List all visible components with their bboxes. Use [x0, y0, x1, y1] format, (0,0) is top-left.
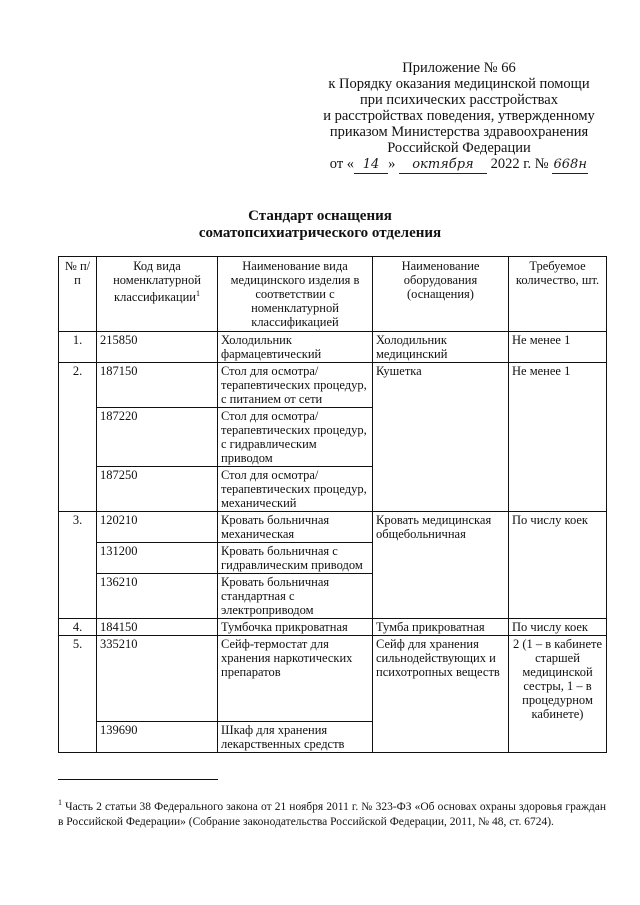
appendix-line: и расстройствах поведения, утвержденному: [323, 108, 595, 124]
row-code: 187250: [97, 467, 218, 512]
row-equipment: Кушетка: [373, 363, 509, 512]
header-code: [97, 257, 218, 332]
row-num: 2.: [59, 363, 97, 512]
row-code: 215850: [97, 332, 218, 363]
date-year: 2022 г. №: [490, 156, 549, 172]
appendix-line: Российской Федерации: [387, 140, 531, 156]
row-device-name: Тумбочка прикроватная: [218, 619, 373, 636]
footnote-divider: [58, 779, 218, 780]
row-num: 4.: [59, 619, 97, 636]
row-qty: По числу коек: [509, 619, 607, 636]
header-code-text: Код вида номенклатурной классификации: [113, 259, 201, 305]
header-num: № п/п: [59, 257, 97, 332]
table-row: [59, 636, 607, 722]
date-day: 14: [354, 157, 388, 174]
footnote-text: Часть 2 статьи 38 Федерального закона от 21 ноября 2011 г. № 323-ФЗ «Об основах охраны здоровья граждан в Российской Федерации» (Собрание законодательства Российской Федерации, 2011, № 48, ст. 6724).: [58, 800, 606, 828]
footnote: [58, 795, 606, 830]
date-prefix: от «: [329, 156, 355, 172]
row-qty: По числу коек: [509, 512, 607, 619]
row-qty: Не менее 1: [509, 332, 607, 363]
header-name: Наименование вида медицинского изделия в соответствии с номенклатурной классификацией: [218, 257, 373, 332]
row-device-name: Сейф-термостат для хранения наркотических препаратов: [218, 636, 373, 722]
row-code: 131200: [97, 543, 218, 574]
row-num: 3.: [59, 512, 97, 619]
row-code: 136210: [97, 574, 218, 619]
appendix-number: Приложение № 66: [402, 60, 516, 76]
row-code: 139690: [97, 722, 218, 753]
row-code: 187220: [97, 408, 218, 467]
row-device-name: Стол для осмотра/терапевтических процедур, с гидравлическим приводом: [218, 408, 373, 467]
table-row: [59, 512, 607, 543]
header-equipment: Наименование оборудования (оснащения): [373, 257, 509, 332]
row-code: 184150: [97, 619, 218, 636]
title-line: Стандарт оснащения: [248, 208, 392, 224]
footnote-mark: 1: [58, 798, 62, 807]
appendix-block: [300, 60, 618, 174]
equipment-table: [58, 256, 607, 753]
footnote-ref: 1: [195, 289, 200, 298]
table-row: [59, 363, 607, 408]
header-qty: Требуемое количество, шт.: [509, 257, 607, 332]
row-num: 1.: [59, 332, 97, 363]
row-equipment: Сейф для хранения сильнодействующих и психотропных веществ: [373, 636, 509, 753]
document-title: [0, 208, 640, 242]
title-line: соматопсихиатрического отделения: [198, 225, 442, 241]
row-device-name: Стол для осмотра/терапевтических процедур, механический: [218, 467, 373, 512]
row-code: 335210: [97, 636, 218, 722]
appendix-line: к Порядку оказания медицинской помощи: [328, 76, 590, 92]
row-qty: Не менее 1: [509, 363, 607, 512]
date-quote: »: [388, 156, 396, 172]
row-device-name: Стол для осмотра/терапевтических процедур, с питанием от сети: [218, 363, 373, 408]
row-qty: 2 (1 – в кабинете старшей медицинской сестры, 1 – в процедурном кабинете): [509, 636, 607, 753]
date-month: октября: [399, 157, 487, 174]
table-header-row: [59, 257, 607, 332]
appendix-line: приказом Министерства здравоохранения: [329, 124, 589, 140]
order-date-line: [300, 156, 618, 174]
appendix-line: при психических расстройствах: [359, 92, 558, 108]
row-code: 187150: [97, 363, 218, 408]
table-row: [59, 619, 607, 636]
row-device-name: Кровать больничная механическая: [218, 512, 373, 543]
row-device-name: Кровать больничная с гидравлическим приводом: [218, 543, 373, 574]
row-device-name: Холодильник фармацевтический: [218, 332, 373, 363]
table-row: [59, 332, 607, 363]
row-device-name: Кровать больничная стандартная с электроприводом: [218, 574, 373, 619]
row-equipment: Холодильник медицинский: [373, 332, 509, 363]
row-num: 5.: [59, 636, 97, 753]
row-equipment: Тумба прикроватная: [373, 619, 509, 636]
row-equipment: Кровать медицинская общебольничная: [373, 512, 509, 619]
order-number: 668н: [553, 157, 587, 172]
row-code: 120210: [97, 512, 218, 543]
row-device-name: Шкаф для хранения лекарственных средств: [218, 722, 373, 753]
